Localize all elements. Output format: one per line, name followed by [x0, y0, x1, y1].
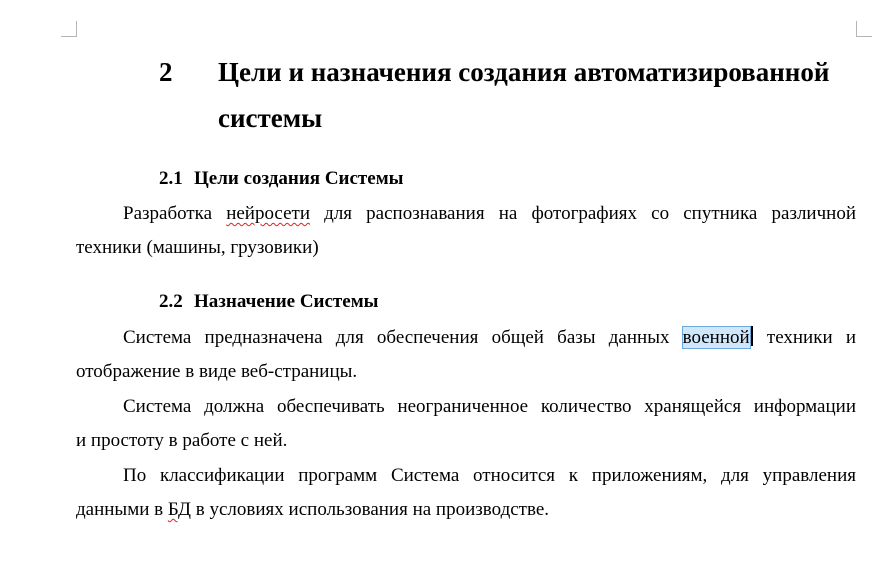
- paragraph-line: По классификации программ Система относится к приложениям, для управления: [123, 465, 856, 486]
- selected-word[interactable]: военной: [682, 327, 750, 348]
- heading-2-2-title: Назначение Системы: [194, 291, 379, 312]
- text-cursor: [751, 326, 753, 346]
- paragraph-2-2-3[interactable]: [76, 459, 856, 527]
- heading-2-1-title: Цели создания Системы: [194, 168, 404, 189]
- text-run: Система предназначена для обеспечения общей базы данных: [123, 327, 683, 348]
- paragraph-line: [76, 493, 856, 527]
- heading-2-1[interactable]: [159, 168, 403, 190]
- page-margin-corner-top-left: [61, 21, 77, 37]
- paragraph-line: [76, 321, 856, 355]
- paragraph-line: [76, 197, 856, 231]
- paragraph-line: техники (машины, грузовики): [76, 237, 319, 258]
- heading-1-number: 2: [159, 57, 173, 87]
- text-run: в условиях использования на производстве.: [191, 499, 550, 520]
- paragraph-line: Система должна обеспечивать неограниченное количество хранящейся информации: [123, 396, 856, 417]
- text-run: техники и: [753, 327, 856, 348]
- misspelled-word[interactable]: БД: [167, 499, 192, 520]
- page-margin-corner-top-right: [856, 21, 872, 37]
- text-run: данными в: [76, 499, 168, 520]
- text-run: для распознавания на фотографиях со спутника различной: [310, 203, 856, 224]
- text-run: Разработка: [123, 203, 227, 224]
- heading-1-line-2: системы: [218, 103, 323, 133]
- heading-2-1-number: 2.1: [159, 168, 183, 189]
- misspelled-word[interactable]: нейросети: [226, 203, 310, 224]
- heading-2-2[interactable]: [159, 291, 378, 313]
- paragraph-2-1[interactable]: [76, 197, 856, 265]
- paragraph-line: отображение в виде веб-страницы.: [76, 361, 358, 382]
- paragraph-line: и простоту в работе с ней.: [76, 430, 288, 451]
- paragraph-2-2-2[interactable]: [76, 390, 856, 458]
- paragraph-2-2-1[interactable]: [76, 321, 856, 389]
- heading-1-line-1: Цели и назначения создания автоматизированной: [218, 57, 830, 87]
- heading-2-2-number: 2.2: [159, 291, 183, 312]
